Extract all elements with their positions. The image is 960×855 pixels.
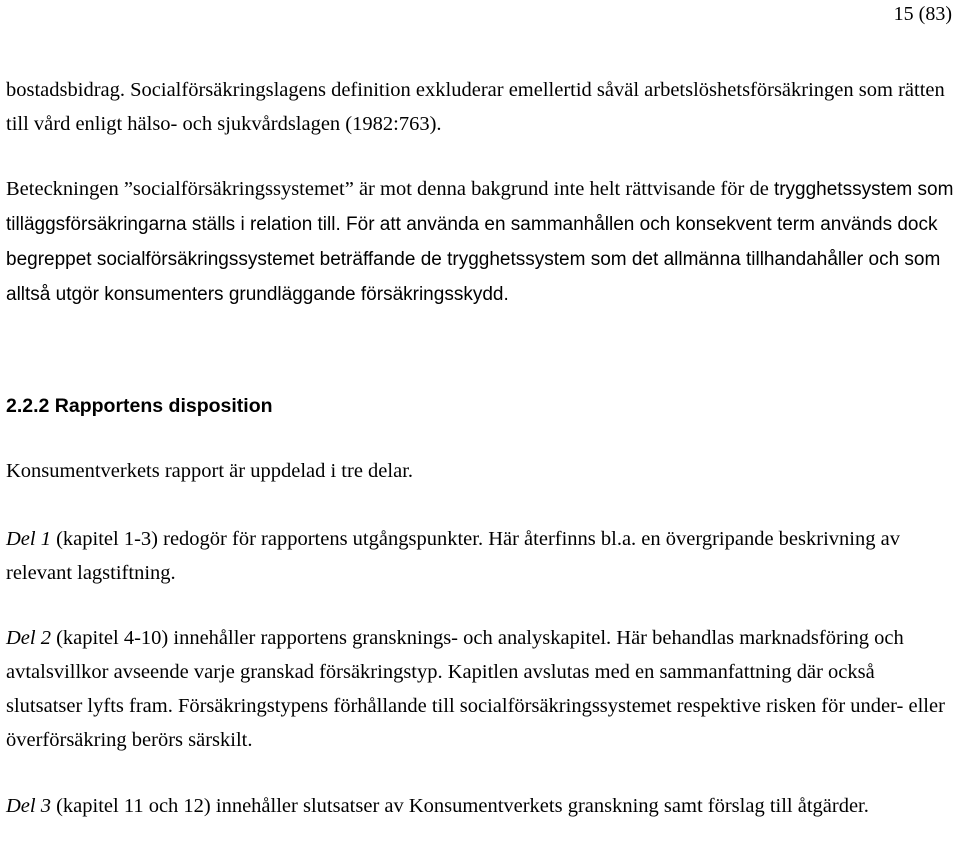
- part-2-label: Del 2: [6, 627, 51, 649]
- paragraph-overview: Konsumentverkets rapport är uppdelad i tre delar.: [6, 460, 414, 482]
- paragraph-terminology: [6, 172, 956, 312]
- part-2-text: (kapitel 4-10) innehåller rapportens gransknings- och analyskapitel. Här behandlas marknadsföring och avtalsvillkor avseende varje granskad försäkringstyp. Kapitlen avslutas med en sammanfattning där också slutsatser lyfts fram. Försäkringstypens förhållande till socialförsäkringssystemet respektive risken för under- eller överförsäkring berörs särskilt.: [6, 627, 945, 751]
- page-number: 15 (83): [893, 3, 952, 25]
- section-heading: 2.2.2 Rapportens disposition: [6, 395, 273, 417]
- part-1-text: (kapitel 1-3) redogör för rapportens utgångspunkter. Här återfinns bl.a. en övergripande beskrivning av relevant lagstiftning.: [6, 528, 900, 584]
- part-1-label: Del 1: [6, 528, 51, 550]
- paragraph-part-3: [6, 789, 956, 823]
- paragraph-terminology-serif: Beteckningen ”socialförsäkringssystemet” är mot denna bakgrund inte helt rättvisande för de: [6, 178, 774, 200]
- paragraph-part-2: [6, 621, 956, 757]
- paragraph-intro: bostadsbidrag. Socialförsäkringslagens definition exkluderar emellertid såväl arbetslöshetsförsäkringen som rätten till vård enligt hälso- och sjukvårdslagen (1982:763).: [6, 79, 945, 135]
- paragraph-part-1: [6, 522, 956, 590]
- part-3-label: Del 3: [6, 795, 51, 817]
- part-3-text: (kapitel 11 och 12) innehåller slutsatser av Konsumentverkets granskning samt förslag till åtgärder.: [50, 795, 869, 817]
- paragraph-terminology-sans: trygghetssystem som tilläggsförsäkringarna ställs i relation till. För att använda en sammanhållen och konsekvent term används dock begreppet socialförsäkringssystemet beträffande de trygghetssystem som det allmänna tillhandahåller och som alltså utgör konsumenters grundläggande försäkringsskydd.: [6, 179, 954, 305]
